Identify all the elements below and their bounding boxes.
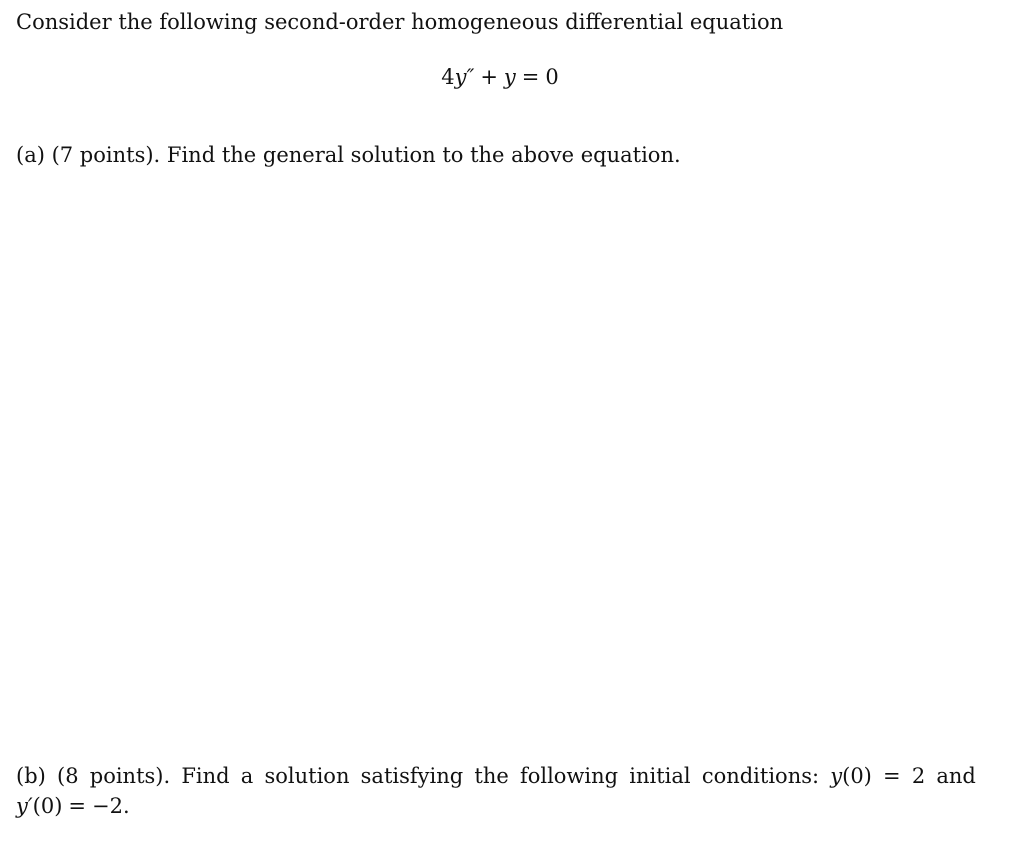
equation-coefficient: 4 [441,65,455,89]
part-b-word: following [519,764,619,788]
part-b-word: points). [89,764,171,788]
problem-intro: Consider the following second-order homogeneous differential equation [16,10,784,34]
part-b-word: solution [264,764,350,788]
equation-second-derivative: y″ [454,65,475,89]
condition-1-argument: (0) [842,764,872,788]
part-b-word: (b) [16,764,46,788]
part-b-word: a [240,764,254,788]
part-b-question-line2 [16,792,130,820]
condition-1-equals: = [883,764,901,788]
condition-2-value: −2. [92,794,130,818]
part-b-word: Find [181,764,230,788]
condition-2-equals: = [68,794,86,818]
part-b-word: (8 [57,764,79,788]
part-b-word: initial [629,764,691,788]
condition-1-value: 2 [911,764,926,788]
equation-plus: + [480,65,498,89]
equation-equals: = [521,65,540,89]
condition-2-function: y′ [16,794,33,818]
condition-2-argument: (0) [32,794,63,818]
equation-y-term: y [503,65,516,89]
differential-equation [0,63,1000,91]
part-b-question-line1 [16,762,976,790]
part-b-word: the [474,764,509,788]
conjunction-and: and [936,764,976,788]
initial-condition-1 [830,762,872,790]
equation-rhs: 0 [545,65,559,89]
part-b-word: satisfying [360,764,464,788]
part-b-word: conditions: [701,764,820,788]
condition-1-function: y [830,764,843,788]
part-a-question: (a) (7 points). Find the general solution to the above equation. [16,143,681,167]
